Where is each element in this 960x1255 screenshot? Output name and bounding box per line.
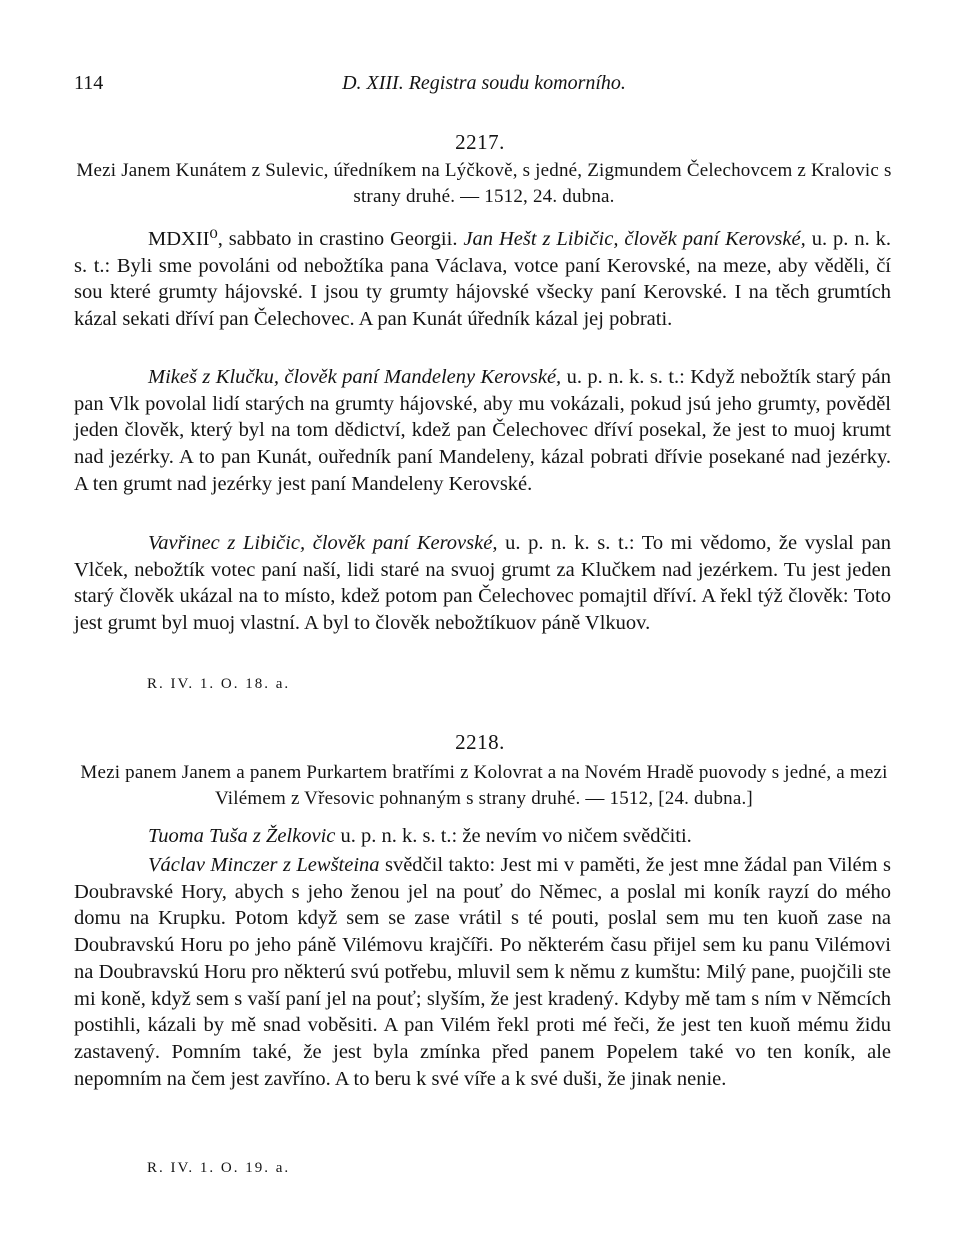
entry-2218-paragraph-2 [74, 852, 891, 1092]
entry-2217-signature: R. IV. 1. O. 18. a. [147, 676, 291, 692]
entry-2217-paragraph-2 [74, 364, 891, 498]
witness-name: Vavřinec z Libičic, člověk paní Kerovské, [148, 532, 498, 554]
witness-name: Václav Minczer z Lewšteina [148, 854, 380, 876]
entry-2217-paragraph-3 [74, 530, 891, 637]
witness-name: Tuoma Tuša z Želkovic [148, 825, 336, 847]
entry-2218-paragraph-1 [74, 823, 891, 850]
entry-2217-regest: Mezi Janem Kunátem z Sulevic, úředníkem na Lýčkově, s jedné, Zigmundem Čelechovcem z Kralovic s strany druhé. — 1512, 24. dubna. [76, 160, 892, 207]
witness-name: Jan Hešt z Libičic, člověk paní Kerovské, [463, 228, 806, 250]
running-head: D. XIII. Registra soudu komorního. [342, 72, 626, 94]
entry-2218-signature: R. IV. 1. O. 19. a. [147, 1160, 291, 1176]
testimony-text: u. p. n. k. s. t.: že nevím vo ničem svědčiti. [340, 825, 692, 847]
page-number: 114 [74, 72, 104, 94]
testimony-text: u. p. n. k. s. t.: Byli sme povoláni od nebožtíka pana Václava, votce paní Kerovské, na meze, aby věděli, čí sou které grumty hájovské. I jsou ty grumty hájovské všecky paní Kerovské. I na těch grumtích kázal sekati dříví pan Čelechovec. A pan Kunát úředník kázal jej pobrati. [74, 228, 892, 331]
date-line: MDXII⁰, sabbato in crastino Georgii. [148, 228, 458, 250]
testimony-text: u. p. n. k. s. t.: Když nebožtík starý pán pan Vlk povolal lidí starých na grumty hájovské, aby mu vokázali, pokud jsú jeho grumty, pověděl jeden člověk, který byl na tom dědictví, kdež pan Čelechovec dříví posekal, že jest to muoj krumt nad jezérky. A to pan Kunát, ouředník paní Mandeleny, kázal pobrati dřívie posekané nad jezérky. A ten grumt nad jezérky jest paní Mandeleny Kerovské. [74, 366, 892, 495]
entry-number-2217: 2217. [455, 130, 505, 154]
testimony-text: svědčil takto: Jest mi v paměti, že jest mne žádal pan Vilém s Doubravské Hory, abych s jeho ženou jel na pouť do Němec, a poslal mi koník rayzí do mého domu na Krupku. Potom když sem se zase vrátil s té pouti, poslal sem mu ten kuoň zase na Doubravskú Horu po jeho páně Vilémovu krajčíři. Po některém času přijel sem ku panu Vilémovi na Doubravskú Horu pro některú svú potřebu, mluvil sem k němu z kumštu: Milý pane, puojčili ste mi koně, když sem s vaší paní jel na pouť; slyším, že jest kradený. Kdyby mě tam s ním v Němcích postihli, kázali by mě snad voběsiti. A pan Vilém řekl proti mé řeči, že jest ten kuoň mému židu zastavený. Pomním také, že jest byla zmínka před panem Popelem také vo ten koník, ale nepomním na čem jest zavříno. A to beru k své víře a k své duši, že jinak nenie. [74, 854, 891, 1090]
entry-2218-regest: Mezi panem Janem a panem Purkartem bratřími z Kolovrat a na Novém Hradě puovody s jedné, a mezi Vilémem z Vřesovic pohnaným s strany druhé. — 1512, [24. dubna.] [80, 762, 888, 809]
entry-number-2218: 2218. [455, 730, 505, 754]
testimony-text: u. p. n. k. s. t.: To mi vědomo, že vyslal pan Vlček, nebožtík votec paní naší, lidi staré na svuoj grumt za Klučkem nad jezérkem. Tu jest jeden starý člověk ukázal na to místo, kdež potom pan Čelechovec pomajtil dříví. A řekl týž člověk: Toto jest grumt byl muoj vlastní. A byl to člověk nebožtíkuov páně Vlkuov. [74, 532, 891, 635]
entry-2217-paragraph-1 [74, 226, 891, 333]
witness-name: Mikeš z Klučku, člověk paní Mandeleny Kerovské, [148, 366, 562, 388]
page-header [74, 72, 894, 100]
